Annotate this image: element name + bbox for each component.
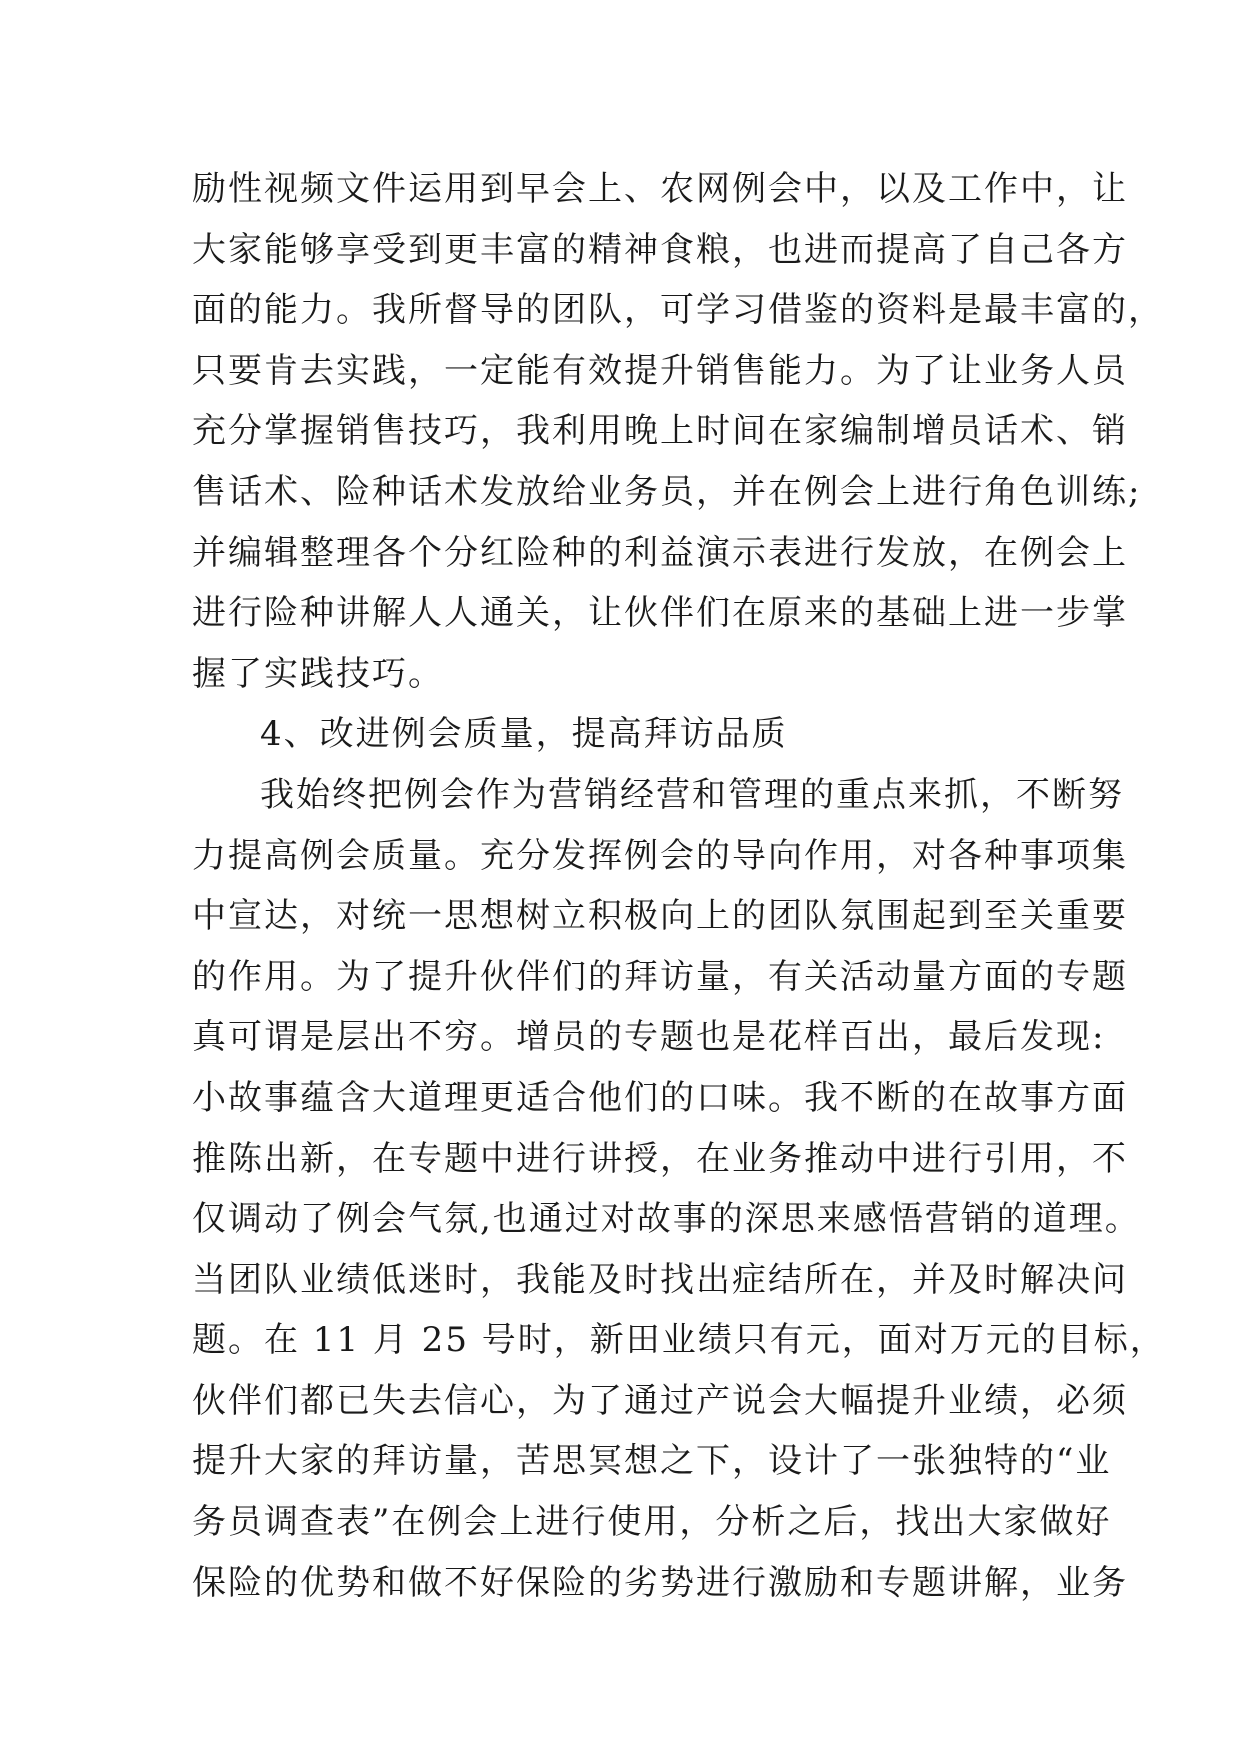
text-line: 伙伴们都已失去信心，为了通过产说会大幅提升业绩，必须 (192, 1380, 1128, 1421)
paragraph-end-line: 握了实践技巧。 (192, 653, 444, 694)
text-line: 的作用。为了提升伙伴们的拜访量，有关活动量方面的专题 (192, 956, 1128, 997)
text-line: 励性视频文件运用到早会上、农网例会中，以及工作中，让 (192, 169, 1128, 209)
text-line: 小故事蕴含大道理更适合他们的口味。我不断的在故事方面 (192, 1077, 1128, 1118)
text-line: 推陈出新，在专题中进行讲授，在业务推动中进行引用，不 (192, 1138, 1128, 1179)
text-line: 当团队业绩低迷时，我能及时找出症结所在，并及时解决问 (192, 1259, 1128, 1300)
text-line: 只要肯去实践，一定能有效提升销售能力。为了让业务人员 (192, 350, 1128, 391)
text-line: 中宣达，对统一思想树立积极向上的团队氛围起到至关重要 (192, 896, 1128, 937)
text-line: 真可谓是层出不穷。增员的专题也是花样百出，最后发现: (192, 1017, 1106, 1058)
text-line: 进行险种讲解人人通关，让伙伴们在原来的基础上进一步掌 (192, 593, 1128, 634)
text-line: 题。在 11 月 25 号时，新田业绩只有元，面对万元的目标， (192, 1320, 1166, 1361)
paragraph-first-line: 我始终把例会作为营销经营和管理的重点来抓，不断努 (260, 774, 1124, 815)
text-line: 保险的优势和做不好保险的劣势进行激励和专题讲解，业务 (192, 1562, 1128, 1603)
text-line: 售话术、险种话术发放给业务员，并在例会上进行角色训练; (192, 471, 1142, 512)
text-line: 务员调查表”在例会上进行使用，分析之后，找出大家做好 (192, 1502, 1112, 1543)
body-text (192, 159, 1166, 1613)
text-line: 大家能够享受到更丰富的精神食粮，也进而提高了自己各方 (192, 229, 1128, 270)
text-line: 仅调动了例会气氛,也通过对故事的深思来感悟营销的道理。 (192, 1199, 1141, 1240)
text-line: 并编辑整理各个分红险种的利益演示表进行发放，在例会上 (192, 532, 1128, 573)
section-heading: 4、改进例会质量，提高拜访品质 (260, 714, 788, 755)
text-line: 提升大家的拜访量，苦思冥想之下，设计了一张独特的“业 (192, 1441, 1112, 1482)
text-line: 充分掌握销售技巧，我利用晚上时间在家编制增员话术、销 (192, 411, 1128, 452)
text-line: 面的能力。我所督导的团队，可学习借鉴的资料是最丰富的， (192, 290, 1164, 331)
text-line: 力提高例会质量。充分发挥例会的导向作用，对各种事项集 (192, 835, 1128, 876)
